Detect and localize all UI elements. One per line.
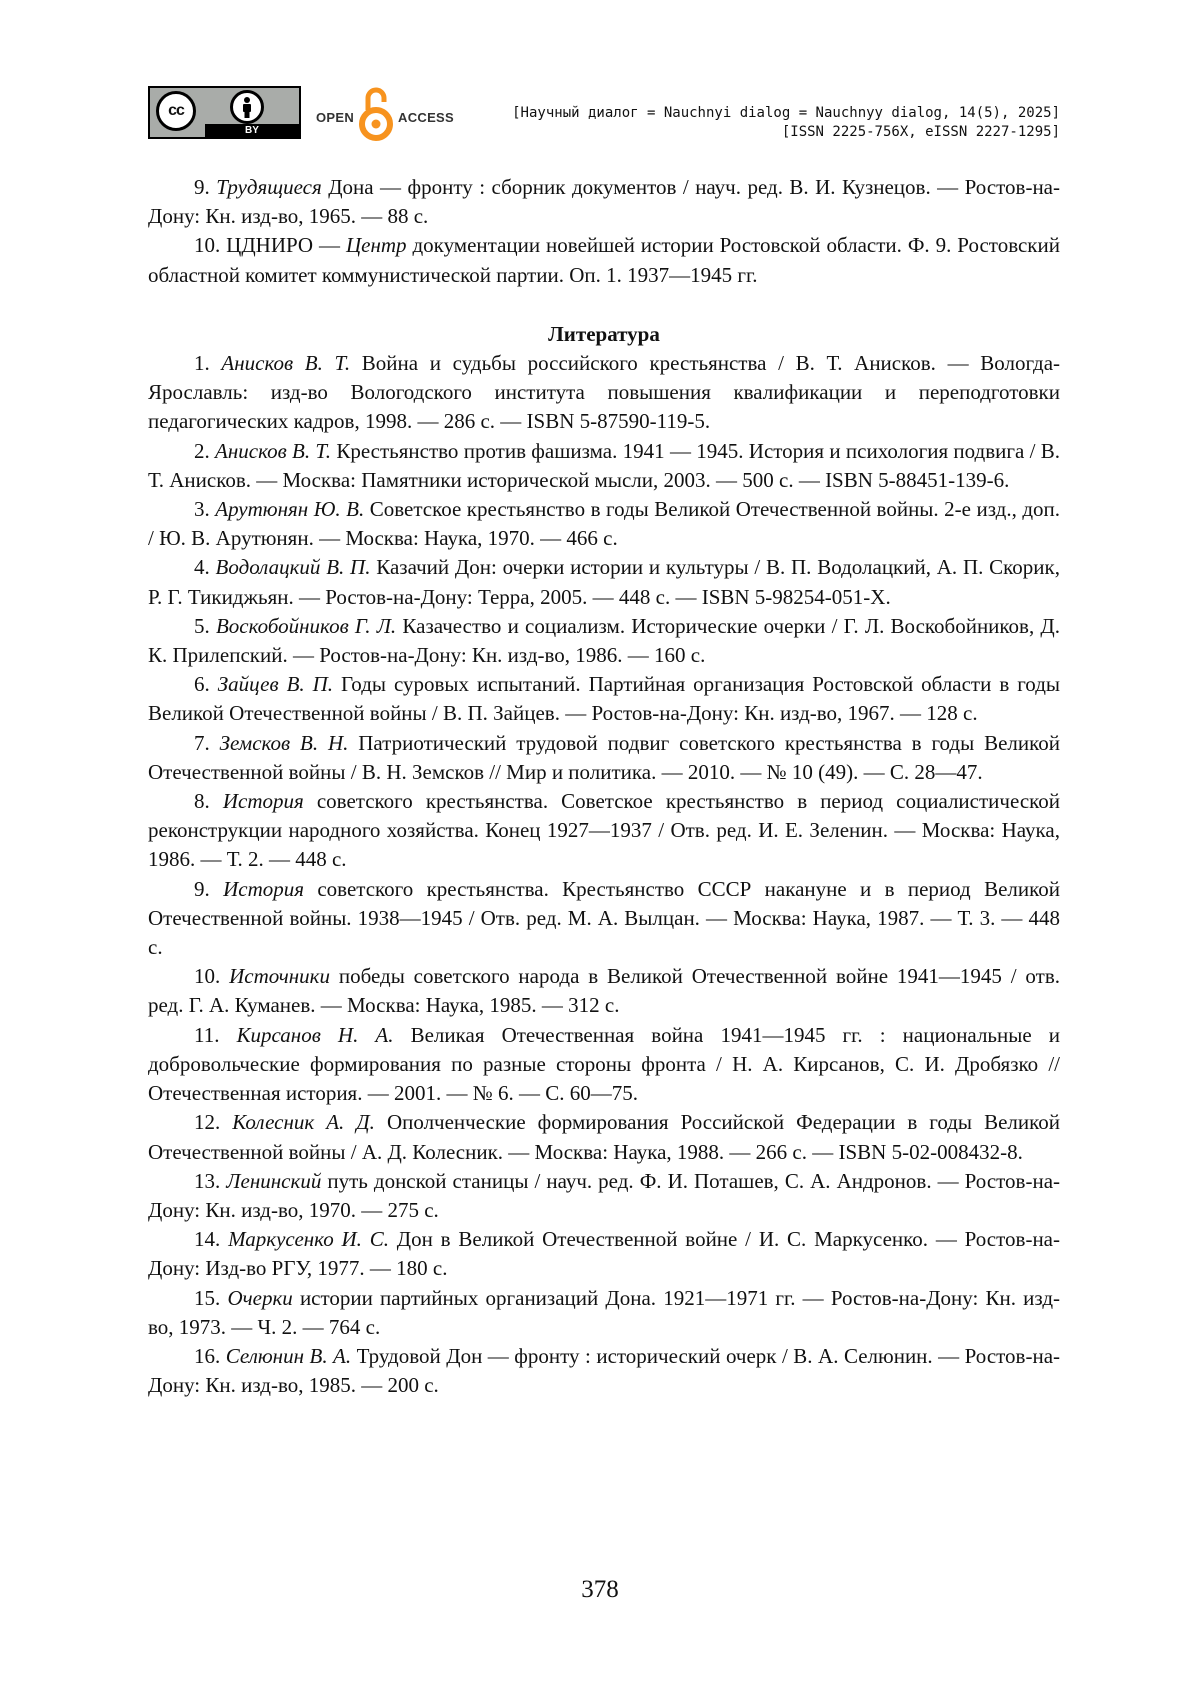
open-access-lock-icon xyxy=(358,86,394,142)
reference-entry: 2. Анисков В. Т. Крестьянство против фашизма. 1941 — 1945. История и психология подвига / В. Т. Анисков. — Москва: Памятники исторической мысли, 2003. — 500 с. — ISBN 5-88451-139-6. xyxy=(148,437,1060,495)
reference-entry: 14. Маркусенко И. С. Дон в Великой Отечественной войне / И. С. Маркусенко. — Ростов-на-Дону: Изд-во РГУ, 1977. — 180 с. xyxy=(148,1225,1060,1283)
creative-commons-icon: cc xyxy=(156,91,196,131)
reference-entry: 1. Анисков В. Т. Война и судьбы российского крестьянства / В. Т. Анисков. — Вологда-Ярославль: изд-во Вологодского института повышения квалификации и переподготовки педагогических кадров, 1998. — 286 с. — ISBN 5-87590-119-5. xyxy=(148,349,1060,437)
sources-list xyxy=(148,173,1060,290)
reference-entry: 7. Земсков В. Н. Патриотический трудовой подвиг советского крестьянства в годы Великой Отечественной войны / В. Н. Земсков // Мир и политика. — 2010. — № 10 (49). — С. 28—47. xyxy=(148,729,1060,787)
journal-citation xyxy=(512,104,1060,142)
reference-entry: 6. Зайцев В. П. Годы суровых испытаний. Партийная организация Ростовской области в годы Великой Отечественной войны / В. П. Зайцев. — Ростов-на-Дону: Кн. изд-во, 1967. — 128 с. xyxy=(148,670,1060,728)
reference-entry: 12. Колесник А. Д. Ополченческие формирования Российской Федерации в годы Великой Отечественной войны / А. Д. Колесник. — Москва: Наука, 1988. — 266 с. — ISBN 5-02-008432-8. xyxy=(148,1108,1060,1166)
page-header xyxy=(148,86,1060,142)
page-number: 378 xyxy=(0,1576,1200,1604)
reference-entry: 13. Ленинский путь донской станицы / науч. ред. Ф. И. Поташев, С. А. Андронов. — Ростов-на-Дону: Кн. изд-во, 1970. — 275 с. xyxy=(148,1167,1060,1225)
open-access-text-access: ACCESS xyxy=(398,110,454,125)
reference-entry: 10. Источники победы советского народа в Великой Отечественной войне 1941—1945 / отв. ред. Г. А. Куманев. — Москва: Наука, 1985. — 312 с. xyxy=(148,962,1060,1020)
reference-entry: 11. Кирсанов Н. А. Великая Отечественная война 1941—1945 гг. : национальные и добровольческие формирования по разные стороны фронта / Н. А. Кирсанов, С. И. Дробязко // Отечественная история. — 2001. — № 6. — С. 60—75. xyxy=(148,1021,1060,1109)
literature-list xyxy=(148,349,1060,1400)
reference-entry: 16. Селюнин В. А. Трудовой Дон — фронту : исторический очерк / В. А. Селюнин. — Ростов-на-Дону: Кн. изд-во, 1985. — 200 с. xyxy=(148,1342,1060,1400)
cc-by-license-badge[interactable] xyxy=(148,86,301,139)
attribution-person-icon xyxy=(230,90,264,124)
reference-entry: 8. История советского крестьянства. Советское крестьянство в период социалистической реконструкции народного хозяйства. Конец 1927—1937 / Отв. ред. И. Е. Зеленин. — Москва: Наука, 1986. — Т. 2. — 448 с. xyxy=(148,787,1060,875)
by-label: BY xyxy=(205,124,299,137)
reference-entry: 4. Водолацкий В. П. Казачий Дон: очерки истории и культуры / В. П. Водолацкий, А. П. Скорик, Р. Г. Тикиджьян. — Ростов-на-Дону: Терра, 2005. — 448 с. — ISBN 5-98254-051-X. xyxy=(148,553,1060,611)
journal-title-line: [Научный диалог = Nauchnyi dialog = Nauchnyy dialog, 14(5), 2025] xyxy=(512,104,1060,123)
source-entry: 9. Трудящиеся Дона — фронту : сборник документов / науч. ред. В. И. Кузнецов. — Ростов-на-Дону: Кн. изд-во, 1965. — 88 с. xyxy=(148,173,1060,231)
reference-entry: 3. Арутюнян Ю. В. Советское крестьянство в годы Великой Отечественной войны. 2-е изд., доп. / Ю. В. Арутюнян. — Москва: Наука, 1970. — 466 с. xyxy=(148,495,1060,553)
literature-heading: Литература xyxy=(148,320,1060,349)
reference-entry: 9. История советского крестьянства. Крестьянство СССР накануне и в период Великой Отечественной войны. 1938—1945 / Отв. ред. М. А. Вылцан. — Москва: Наука, 1987. — Т. 3. — 448 с. xyxy=(148,875,1060,963)
main-content xyxy=(148,173,1060,1400)
reference-entry: 15. Очерки истории партийных организаций Дона. 1921—1971 гг. — Ростов-на-Дону: Кн. изд-во, 1973. — Ч. 2. — 764 с. xyxy=(148,1284,1060,1342)
reference-entry: 5. Воскобойников Г. Л. Казачество и социализм. Исторические очерки / Г. Л. Воскобойников, Д. К. Прилепский. — Ростов-на-Дону: Кн. изд-во, 1986. — 160 с. xyxy=(148,612,1060,670)
open-access-logo[interactable] xyxy=(316,86,466,142)
source-entry: 10. ЦДНИРО — Центр документации новейшей истории Ростовской области. Ф. 9. Ростовский областной комитет коммунистической партии. Оп. 1. 1937—1945 гг. xyxy=(148,231,1060,289)
journal-issn-line: [ISSN 2225-756X, eISSN 2227-1295] xyxy=(512,123,1060,142)
open-access-text-open: OPEN xyxy=(316,110,354,125)
